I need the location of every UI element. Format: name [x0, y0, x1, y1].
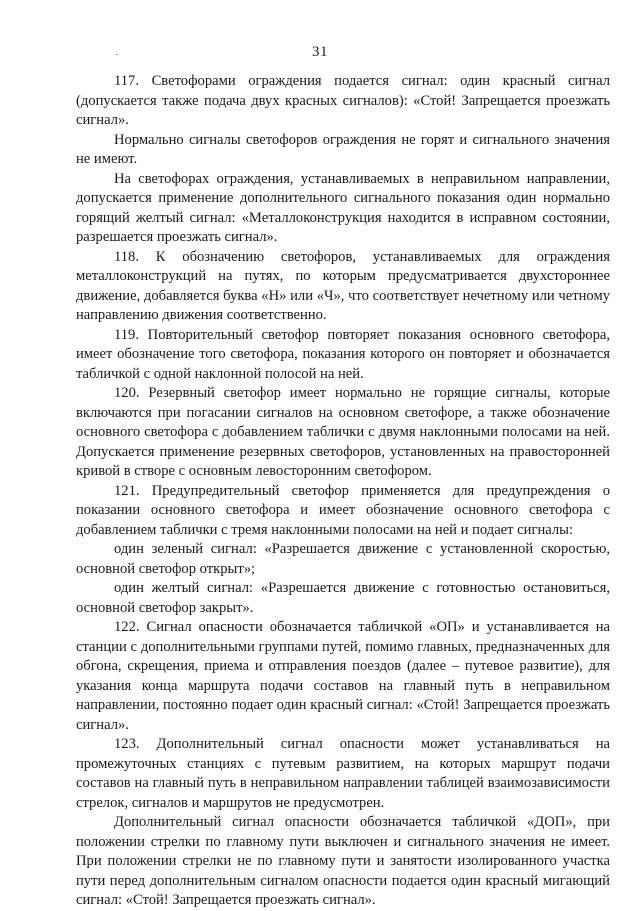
- paragraph-121: 121. Предупредительный светофор применяется для предупреждения о показании основного светофора и имеет обозначение основного светофора с добавлением таблички с тремя наклонными полосами на ней и подает сигналы:: [76, 482, 610, 538]
- paragraph-117-wrong-direction: На светофорах ограждения, устанавливаемых в неправильном направлении, допускается применение дополнительного сигнального показания один нормально горящий желтый сигнал: «Металлоконструкция находится в исправном состоянии, разрешается проезжать сигнал».: [76, 170, 610, 245]
- paragraph-118: 118. К обозначению светофоров, устанавливаемых для ограждения металлоконструкций на путях, по которым предусматривается двухстороннее движение, добавляется буква «Н» или «Ч», что соответствует нечетному или четному направлению движения соответственно.: [76, 248, 610, 323]
- page-body: [76, 72, 610, 911]
- paragraph-121-green-signal: один зеленый сигнал: «Разрешается движение с установленной скоростью, основной светофор открыт»;: [76, 541, 610, 577]
- paragraph-117-normal-state: Нормально сигналы светофоров ограждения не горят и сигнального значения не имеют.: [76, 131, 610, 167]
- paragraph-123: 123. Дополнительный сигнал опасности может устанавливаться на промежуточных станциях с путевым развитием, на которых маршрут подачи составов на главный путь в неправильном направлении таблицей взаимозависимости стрелок, сигналов и маршрутов не предусмотрен.: [76, 736, 610, 811]
- page-number: 31: [312, 44, 328, 60]
- paragraph-123-dop-signal: Дополнительный сигнал опасности обозначается табличкой «ДОП», при положении стрелки по главному пути выключен и сигнального значения не имеет. При положении стрелки не по главному пути и занятости изолированного участка пути перед дополнительным сигналом опасности подается один красный мигающий сигнал: «Стой! Запрещается проезжать сигнал».: [76, 814, 610, 908]
- paragraph-121-yellow-signal: один желтый сигнал: «Разрешается движение с готовностью остановиться, основной светофор закрыт».: [76, 580, 610, 616]
- paragraph-117: 117. Светофорами ограждения подается сигнал: один красный сигнал (допускается также подача двух красных сигналов): «Стой! Запрещается проезжать сигнал».: [76, 73, 610, 128]
- paragraph-119: 119. Повторительный светофор повторяет показания основного светофора, имеет обозначение того светофора, показания которого он повторяет и обозначается табличкой с одной наклонной полосой на ней.: [76, 326, 610, 382]
- paragraph-120: 120. Резервный светофор имеет нормально не горящие сигналы, которые включаются при погасании сигналов на основном светофоре, а также обозначение основного светофора с добавлением таблички с двумя наклонными полосами на ней. Допускается применение резервных светофоров, установленных на правосторонней кривой в створе с основным левосторонним светофором.: [76, 385, 610, 479]
- paragraph-122: 122. Сигнал опасности обозначается табличкой «ОП» и устанавливается на станции с дополнительными группами путей, помимо главных, предназначенных для обгона, скрещения, приема и отправления поездов (далее – путевое развитие), для указания конца маршрута подачи составов на главный путь в неправильном направлении, постоянно подает один красный сигнал: «Стой! Запрещается проезжать сигнал».: [76, 619, 610, 733]
